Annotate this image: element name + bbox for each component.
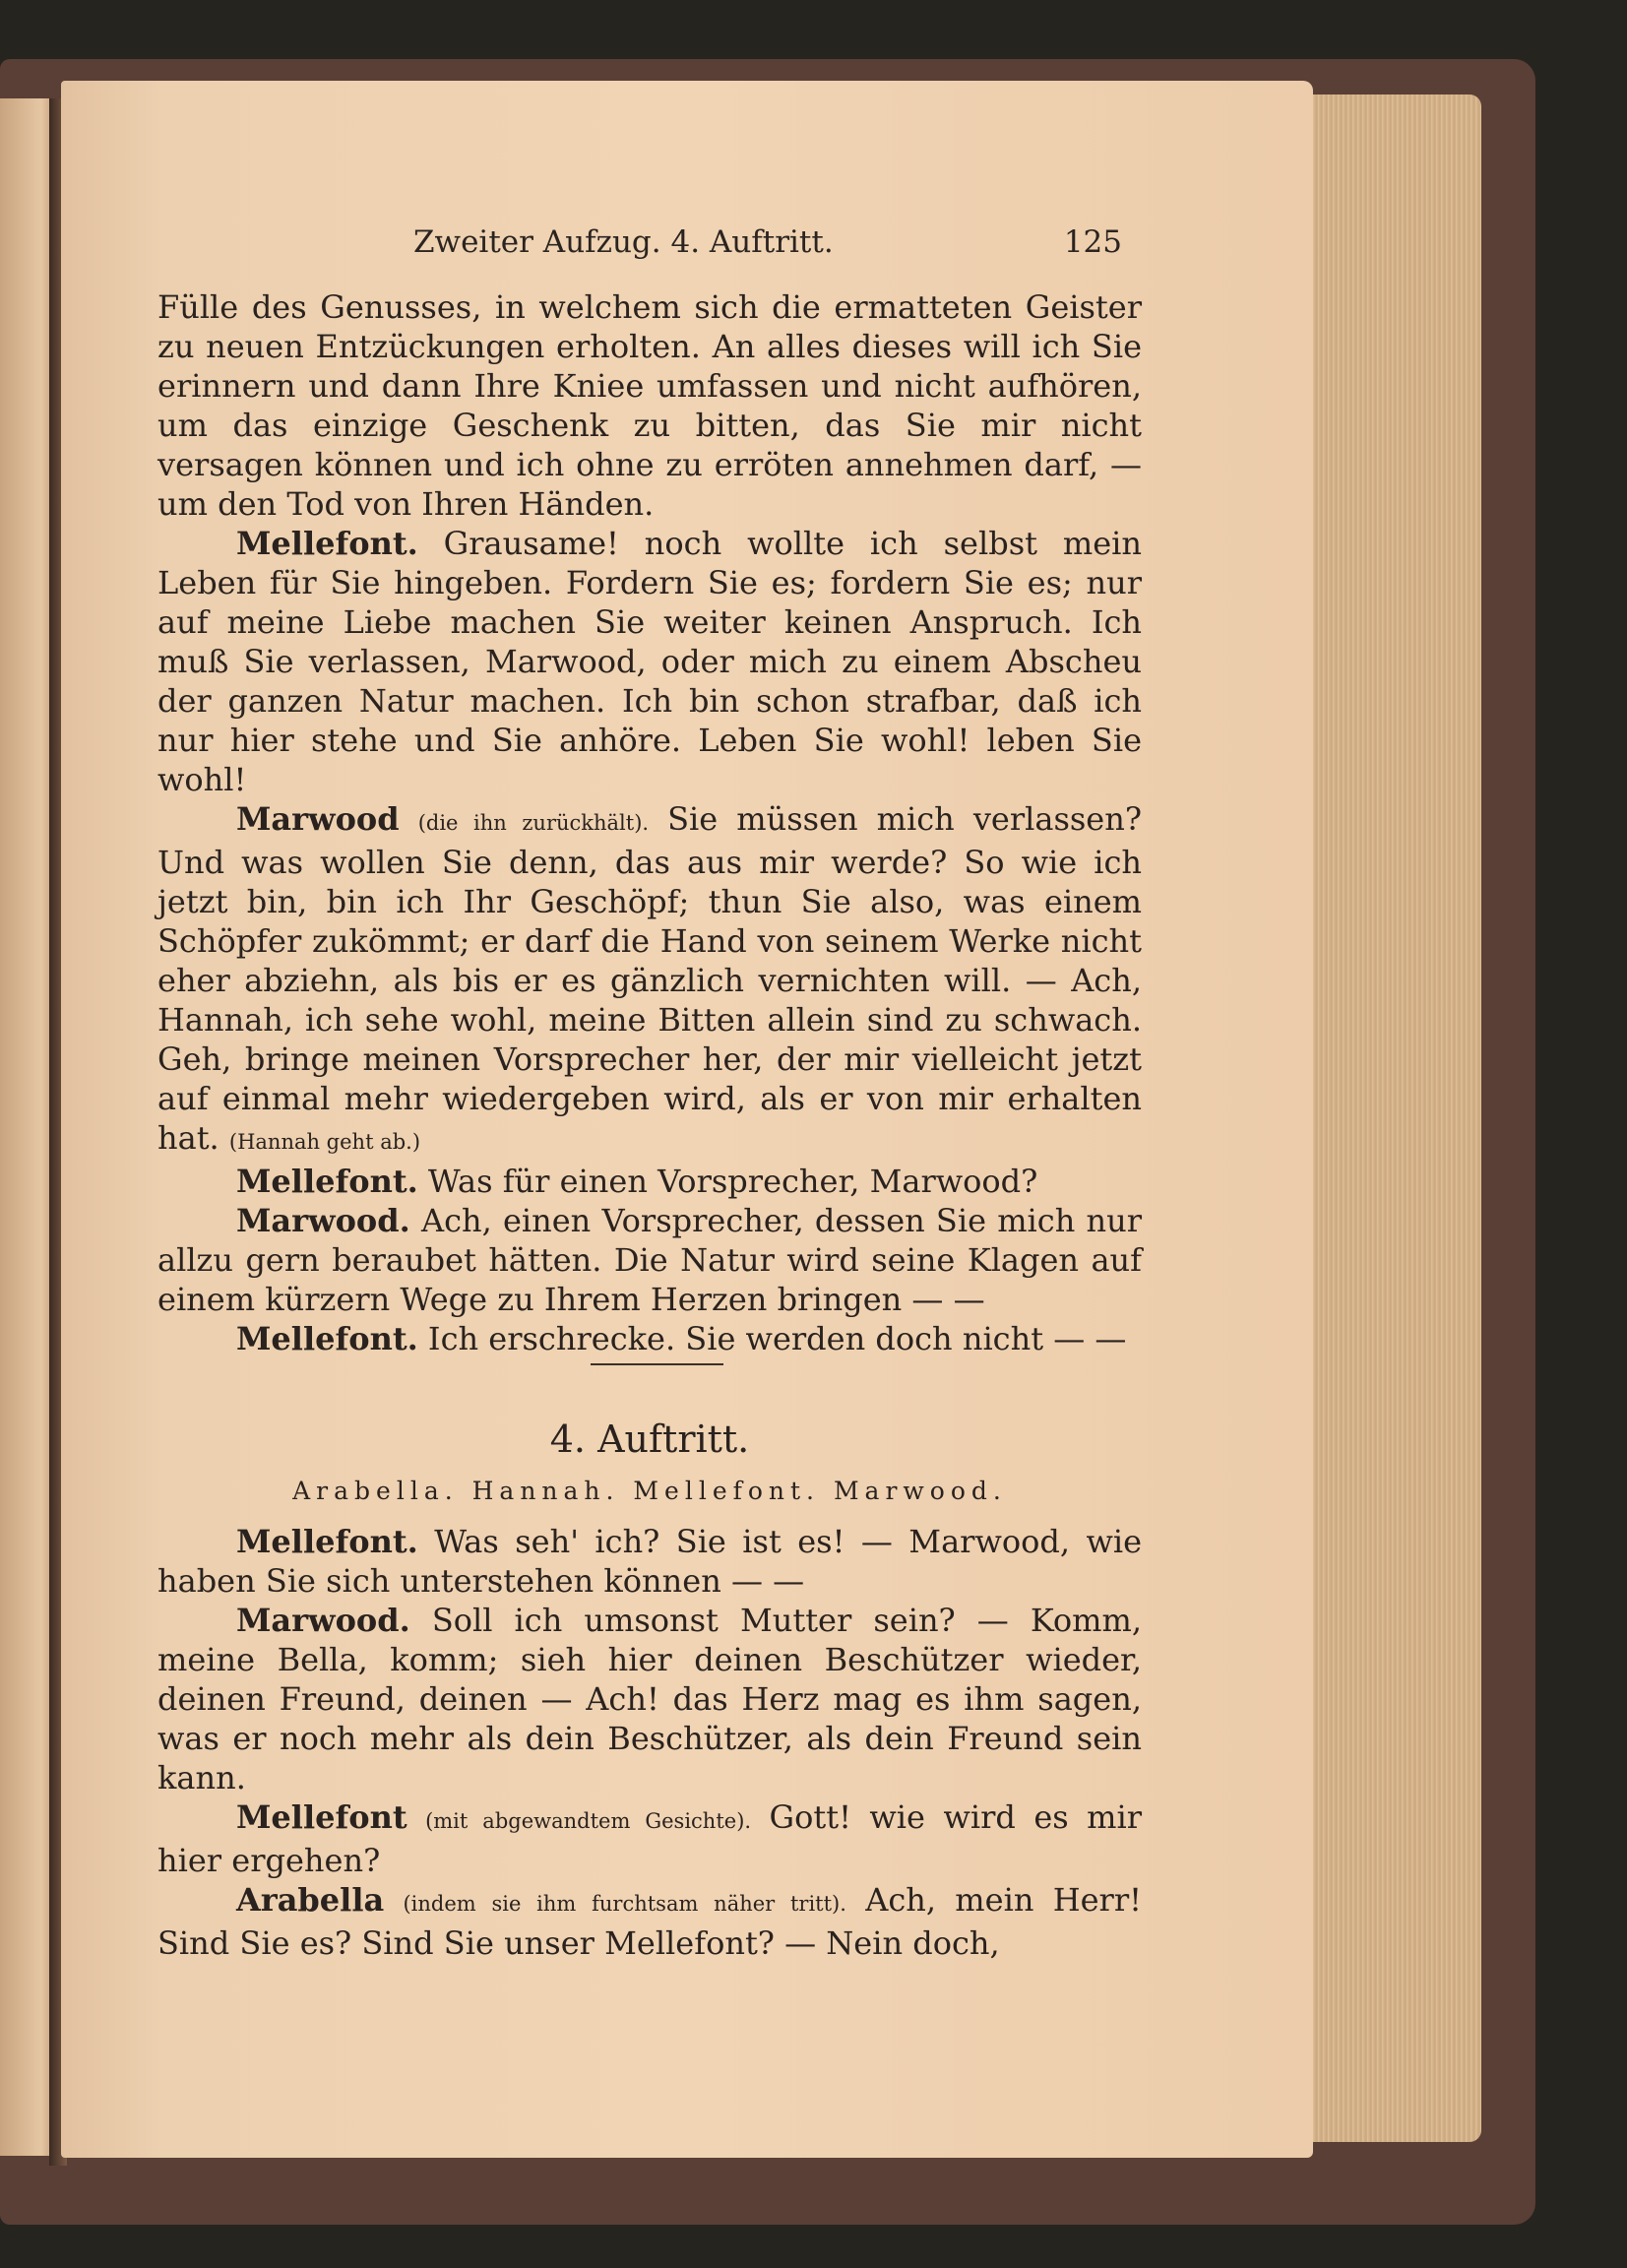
speaker-name: Mellefont. (236, 1320, 418, 1357)
paragraph-text: Was seh' ich? Sie ist es! — Marwood, wie haben Sie sich unterstehen können — — (157, 1523, 1143, 1600)
paragraph-text: Gott! wie wird es mir hier ergehen? (157, 1798, 1143, 1879)
paragraph-text: Ach, mein Herr! Sind Sie es? Sind Sie unser Mellefont? — Nein doch, (157, 1881, 1143, 1962)
paragraph (157, 1880, 1142, 1963)
section-divider (591, 1363, 723, 1365)
text-block-top (157, 287, 1142, 1358)
page-number: 125 (1063, 224, 1122, 260)
paragraph (157, 1797, 1142, 1880)
scene-title: 4. Auftritt. (549, 1418, 750, 1461)
speaker-name: Marwood (236, 800, 400, 838)
paragraph-text: Fülle des Genusses, in welchem sich die ermatteten Geister zu neuen Entzückungen erholten. An alles dieses will ich Sie erinnern und dann Ihre Kniee umfassen und nicht aufhören, um das einzige Geschenk zu bitten, das Sie mir nicht versagen können und ich ohne zu erröten annehmen darf, — um den Tod von Ihren Händen. (157, 288, 1142, 523)
paragraph (157, 1601, 1142, 1797)
speaker-name: Arabella (236, 1881, 385, 1919)
stage-direction: (mit abgewandtem Gesichte). (425, 1809, 752, 1833)
speaker-name: Marwood. (236, 1602, 410, 1639)
speaker-name: Marwood. (236, 1202, 410, 1239)
stage-direction: (indem sie ihm furchtsam näher tritt). (403, 1892, 846, 1916)
running-head-title: Zweiter Aufzug. 4. Auftritt. (413, 224, 834, 260)
paragraph-text: Was für einen Vorsprecher, Marwood? (427, 1163, 1038, 1200)
paragraph-text: Grausame! noch wollte ich selbst mein Leben für Sie hingeben. Fordern Sie es; fordern Sie es; nur auf meine Liebe machen Sie weiter keinen Anspruch. Ich muß Sie verlassen, Marwood, oder mich zu einem Abscheu der ganzen Natur machen. Ich bin schon strafbar, daß ich nur hier stehe und Sie anhöre. Leben Sie wohl! leben Sie wohl! (157, 525, 1143, 798)
paragraph-text: Ich erschrecke. Sie werden doch nicht — — (427, 1320, 1127, 1357)
running-head (413, 224, 1122, 268)
paragraph (157, 287, 1142, 524)
speaker-name: Mellefont (236, 1798, 407, 1836)
speaker-name: Mellefont. (236, 525, 418, 562)
speaker-name: Mellefont. (236, 1523, 418, 1560)
stage-direction: (die ihn zurückhält). (417, 811, 650, 835)
paragraph (157, 799, 1142, 1162)
paragraph (157, 524, 1142, 799)
paragraph (157, 1522, 1142, 1601)
paragraph-text: Soll ich umsonst Mutter sein? — Komm, meine Bella, komm; sieh hier deinen Beschützer wieder, deinen Freund, deinen — Ach! das Herz mag es ihm sagen, was er noch mehr als dein Beschützer, als dein Freund sein kann. (157, 1602, 1143, 1796)
page-block-edges (1309, 94, 1481, 2142)
text-block-bottom (157, 1522, 1142, 1963)
paragraph (157, 1319, 1142, 1358)
paragraph (157, 1162, 1142, 1201)
stage-direction: (Hannah geht ab.) (228, 1130, 421, 1154)
paragraph-text: Ach, einen Vorsprecher, dessen Sie mich nur allzu gern beraubet hätten. Die Natur wird seine Klagen auf einem kürzern Wege zu Ihrem Herzen bringen — — (157, 1202, 1143, 1318)
speaker-name: Mellefont. (236, 1163, 418, 1200)
paragraph (157, 1201, 1142, 1319)
scene-cast: Arabella. Hannah. Mellefont. Marwood. (292, 1477, 1007, 1505)
paragraph-text: Sie müssen mich verlassen? Und was wollen Sie denn, das aus mir werde? So wie ich jetzt bin, bin ich Ihr Geschöpf; thun Sie also, was einem Schöpfer zukömmt; er darf die Hand von seinem Werke nicht eher abziehn, als bis er es gänzlich vernichten will. — Ach, Hannah, ich sehe wohl, meine Bitten allein sind zu schwach. Geh, bringe meinen Vorsprecher her, der mir vielleicht jetzt auf einmal mehr wiedergeben wird, als er von mir erhalten hat. (157, 800, 1143, 1157)
